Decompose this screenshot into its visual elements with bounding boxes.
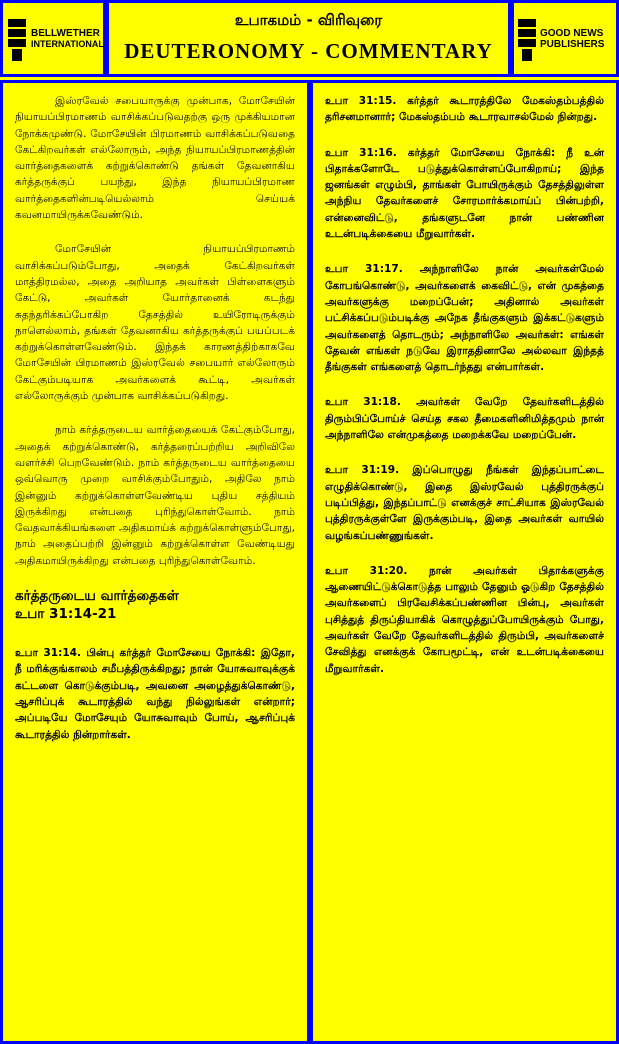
- section-heading-title: கர்த்தருடைய வார்த்தைகள்: [15, 588, 179, 605]
- english-title: DEUTERONOMY - COMMENTARY: [124, 39, 493, 63]
- left-column: [0, 80, 310, 1044]
- commentary-paragraph: இஸ்ரவேல் சபையாருக்கு முன்பாக, மோசேயின் நியாயப்பிரமாணம் வாசிக்கப்படுவதற்கு ஒரு முக்கியமான நோக்கமுண்டு. மோசேயின் பிரமாணம் வாசிக்கப்படுவதை கேட்கிறவர்கள் எல்லோரும், அந்த நியாயப்பிரமாணத்தின் வார்த்தைகளைக் கற்றுக்கொண்டு தங்கள் தேவனாகிய கர்த்தருக்குப் பயந்து, இந்த நியாயப்பிரமாண வார்த்தைகளின்படியெல்லாம் செய்யக் கவனமாயிருக்கவேண்டும்.: [15, 95, 295, 222]
- left-logo-box: [0, 0, 106, 77]
- verse-17: உபா 31:17. அந்நாளிலே நான் அவர்கள்மேல் கோபங்கொண்டு, அவர்களைக் கைவிட்டு, என் முகத்தை அவர்களுக்கு மறைப்பேன்; அதினால் அவர்கள் பட்சிக்கப்படும்படிக்கு அநேக தீங்குகளும் இக்கட்டுகளும் அவர்களைத் தொடரும்; அந்நாளிலே அவர்கள்: எங்கள் தேவன் எங்கள் நடுவே இராததினாலே அல்லவா இந்தத் தீங்குகள் எங்களைத் தொடர்ந்தது என்பார்கள்.: [325, 263, 604, 374]
- verse-15: உபா 31:15. கர்த்தர் கூடாரத்திலே மேகஸ்தம்பத்தில் தரிசனமானார்; மேகஸ்தம்பம் கூடாரவாசல்மேல் நின்றது.: [325, 95, 604, 124]
- book-figure-icon: [6, 15, 28, 63]
- book-figure-icon: [517, 15, 537, 63]
- verse-16: உபா 31:16. கர்த்தர் மோசேயை நோக்கி: நீ உன் பிதாக்களோடே படுத்துக்கொள்ளப்போகிறாய்; இந்த ஜனங்கள் எழும்பி, தாங்கள் போயிருக்கும் தேசத்திலுள்ள அந்நிய தேவர்களைச் சோரமார்க்கமாய்ப் பின்பற்றி, என்னைவிட்டு, தங்களுடனே நான் பண்ணின உடன்படிக்கையை மீறுவார்கள்.: [325, 146, 604, 241]
- section-heading-reference: உபா 31:14-21: [15, 606, 117, 623]
- right-logo-line1: GOOD NEWS: [540, 27, 604, 39]
- verse-14: உபா 31:14. பின்பு கர்த்தர் மோசேயை நோக்கி: இதோ, நீ மரிக்குங்காலம் சமீபத்திருக்கிறது; நான் யோசுவாவுக்குக் கட்டளை கொடுக்கும்படி, அவனை அழைத்துக்கொண்டு, ஆசரிப்புக் கூடாரத்தில் வந்து நில்லுங்கள் என்றார்; அப்படியே மோசேயும் யோசுவாவும் போய், ஆசரிப்புக் கூடாரத்தில் நின்றார்கள்.: [15, 647, 295, 741]
- section-heading: [15, 587, 295, 623]
- verse-18: உபா 31:18. அவர்கள் வேறே தேவர்களிடத்தில் திரும்பிப்போய்ச் செய்த சகல தீமைகளினிமித்தமும் நான் அந்நாளிலே என்முகத்தை மறைக்கவே மறைப்பேன்.: [325, 396, 604, 442]
- left-logo-line1: BELLWETHER: [31, 27, 100, 39]
- commentary-paragraph: நாம் கர்த்தருடைய வார்த்தையைக் கேட்கும்போது, அதைக் கற்றுக்கொண்டு, கர்த்தரைப்பற்றிய அறிவிலே வளர்ச்சி பெறவேண்டும். நாம் கர்த்தருடைய வார்த்தையை ஒவ்வொரு முறை வாசிக்கும்போதும், அதிலே நாம் இன்னும் கற்றுக்கொள்ளவேண்டிய புதிய சத்தியம் இருக்கிறது என்பதை புரிந்துகொள்வோம். நாம் வேதவாக்கியங்களை அதிகமாய்க் கற்றுக்கொள்ளும்போது, நாம் அதைப்பற்றி இன்னும் கற்றுக்கொள்ள வேண்டியது அதிகமாயிருக்கிறது என்பதை புரிந்துகொள்வோம்.: [15, 424, 295, 567]
- bellwether-logo: [3, 3, 103, 74]
- left-logo-line2: INTERNATIONAL: [31, 38, 104, 49]
- commentary-paragraph: மோசேயின் நியாயப்பிரமாணம் வாசிக்கப்படும்போது, அதைக் கேட்கிறவர்கள் மாத்திரமல்ல, அதை அறியாத அவர்கள் பிள்ளைகளும் கேட்டு, அவர்கள் யோர்தானைக் கடந்து சுதந்தரிக்கப்போகிற தேசத்தில் உயிரோடிருக்கும் நாளெல்லாம், தங்கள் தேவனாகிய கர்த்தருக்குப் பயப்படக் கற்றுக்கொள்ளவேண்டும். இந்தக் காரணத்திற்காகவே மோசேயின் பிரமாணம் இஸ்ரவேல் சபையார் எல்லோரும் கேட்கும்படியாக அவர்களைக் கூட்டி, அவர்கள் எல்லோருக்கும் முன்பாக வாசிக்கப்படுகிறது.: [15, 243, 295, 403]
- verse-19: உபா 31:19. இப்பொழுது நீங்கள் இந்தப்பாட்டை எழுதிக்கொண்டு, இதை இஸ்ரவேல் புத்திரருக்குப் படிப்பித்து, இந்தப்பாட்டு எனக்குச் சாட்சியாக இஸ்ரவேல் புத்திரருக்குள்ளே இருக்கும்படி, இதை அவர்கள் வாயில் வழங்கப்பண்ணுங்கள்.: [325, 464, 604, 542]
- verse-20: உபா 31:20. நான் அவர்கள் பிதாக்களுக்கு ஆணையிட்டுக்கொடுத்த பாலும் தேனும் ஓடுகிற தேசத்தில் அவர்களைப் பிரவேசிக்கப்பண்ணின பின்பு, அவர்கள் புசித்துத் திருப்தியாகிக் கொழுத்துப்போயிருக்கும் போது, அவர்கள் வேறே தேவர்களிடத்தில் திரும்பி, அவர்களைச் சேவித்து எனக்குக் கோபமூட்டி, என் உடன்படிக்கையை மீறுவார்கள்.: [325, 564, 604, 675]
- right-logo-line2: PUBLISHERS: [540, 38, 605, 50]
- good-news-logo: [514, 3, 616, 74]
- right-logo-box: [511, 0, 619, 77]
- tamil-title: உபாகமம் - விரிவுரை: [234, 11, 383, 29]
- right-column: [310, 80, 619, 1044]
- title-box: [106, 0, 511, 77]
